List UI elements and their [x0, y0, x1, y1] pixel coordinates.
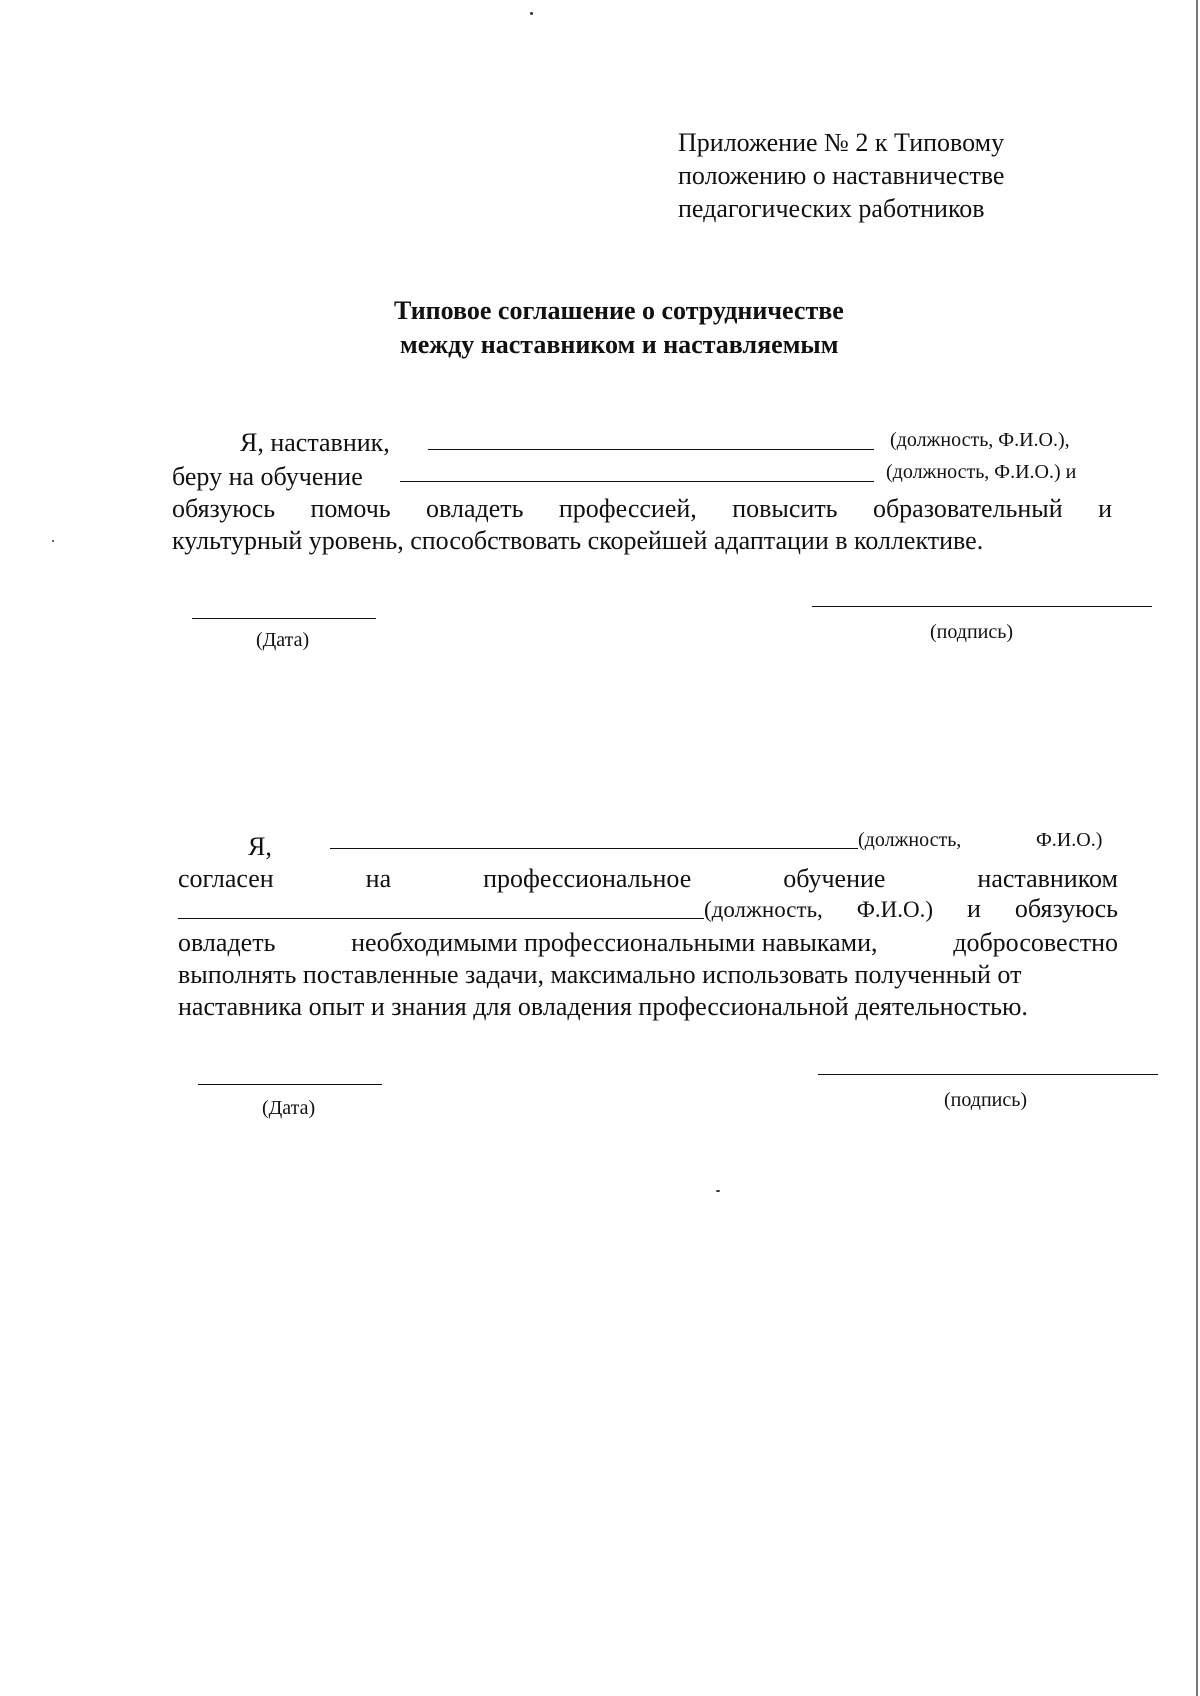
- scan-speck: [52, 540, 54, 542]
- word: повысить: [732, 494, 838, 523]
- mentor-name-blank: [428, 449, 874, 450]
- date-label: (Дата): [262, 1097, 316, 1119]
- scan-speck: [530, 12, 533, 15]
- mentee-hint-fio: Ф.И.О.): [1036, 829, 1103, 851]
- title-line-2: между наставником и наставляемым: [400, 330, 839, 359]
- appendix-line-2: положению о наставничестве: [678, 161, 1005, 190]
- commitment-line-4: культурный уровень, способствовать скорейшей адаптации в коллективе.: [172, 526, 984, 555]
- date-blank: [192, 618, 376, 619]
- mentee-name-hint: (должность, Ф.И.О.) и: [886, 461, 1077, 483]
- word: и: [1098, 494, 1112, 523]
- mentor-name-hint: (должность, Ф.И.О.),: [890, 429, 1070, 451]
- consent-line-3-hint: [704, 894, 1118, 925]
- mentee-name-blank: [400, 481, 874, 482]
- word: добросовестно: [953, 928, 1118, 957]
- word: на: [365, 864, 392, 893]
- word: согласен: [178, 864, 274, 893]
- mentor-prefix: Я, наставник,: [240, 428, 390, 457]
- word: профессиональное: [483, 864, 692, 893]
- mentee-hint-position: (должность,: [858, 829, 962, 851]
- word: необходимыми профессиональными навыками,: [351, 928, 878, 957]
- mentor-name-blank: [178, 918, 704, 919]
- word: обязуюсь: [1014, 894, 1118, 923]
- takes-prefix: беру на обучение: [172, 462, 363, 491]
- signature-label: (подпись): [930, 621, 1014, 643]
- title-line-1: Типовое соглашение о сотрудничестве: [394, 296, 844, 325]
- word: (должность,: [704, 897, 823, 922]
- word: овладеть: [178, 928, 276, 957]
- word: обучение: [783, 864, 886, 893]
- word: овладеть: [426, 494, 524, 523]
- word: наставником: [977, 864, 1118, 893]
- word: образовательный: [872, 494, 1063, 523]
- appendix-line-3: педагогических работников: [678, 194, 985, 223]
- word: обязуюсь: [172, 494, 276, 523]
- signature-label: (подпись): [944, 1089, 1028, 1111]
- date-blank: [198, 1084, 382, 1085]
- appendix-line-1: Приложение № 2 к Типовому: [678, 128, 1005, 157]
- consent-line-2: [178, 864, 1118, 894]
- date-label: (Дата): [256, 629, 310, 651]
- consent-line-6: наставника опыт и знания для овладения профессиональной деятельностью.: [178, 992, 1028, 1021]
- mentee-ya: Я,: [248, 832, 272, 861]
- signature-blank: [818, 1074, 1158, 1075]
- mentee-name-blank: [330, 848, 858, 849]
- consent-line-4: [178, 928, 1118, 958]
- scan-edge: [1196, 0, 1198, 1696]
- signature-blank: [812, 606, 1152, 607]
- word: помочь: [310, 494, 391, 523]
- word: и: [967, 894, 981, 923]
- commitment-line-3: [172, 494, 1112, 524]
- scan-speck: [716, 1190, 720, 1192]
- word: профессией,: [558, 494, 697, 523]
- word: Ф.И.О.): [856, 897, 934, 922]
- consent-line-5: выполнять поставленные задачи, максимально использовать полученный от: [178, 960, 1022, 989]
